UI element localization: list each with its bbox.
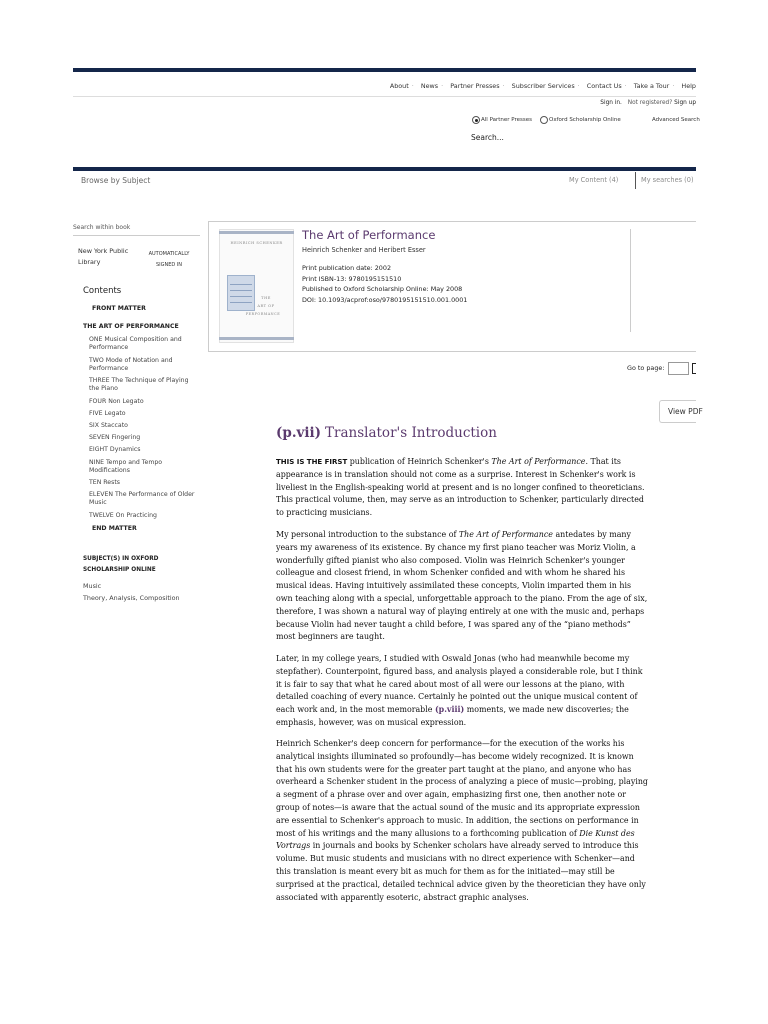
oso-radio[interactable] xyxy=(540,116,548,124)
my-content-link[interactable]: My Content (4) xyxy=(569,176,619,184)
library-name: New York Public Library xyxy=(78,247,129,266)
paragraph-4: Heinrich Schenker's deep concern for performance—for the execution of the works his analytical insights illuminated so profoundly—has become widely recognized. It is known that his own students were for the greater part taught at the piano, and anyone who has overheard a Schenker student in the process of analyzing a piece of music—probing, playing a segment of a phrase over and over again, emphasizing first one, then another note or group of notes—is aware that the actual sound of the music and its appropriate expression are essential to Schenker's approach to music. In addition, the sections on performance in most of his writings and the many allusions to a forthcoming publication of Die Kunst des Vortrags in journals and books by Schenker scholars have already served to introduce this volume. But music students and musicians with no direct experience with Schenker—and this translation is meant every bit as much for them as for the initiated—may still be surprised at the practical, detailed technical advice given by the theoretician they have only associated with apparently esoteric, abstract graphic analyses. xyxy=(276,739,648,902)
chapter-title-text: Translator's Introduction xyxy=(325,425,497,441)
search-within-book-input[interactable]: Search within book xyxy=(73,224,200,236)
news-link[interactable]: News xyxy=(420,82,439,90)
toc-chapter-3[interactable]: THREE The Technique of Playing the Piano xyxy=(89,377,189,392)
contact-us-link[interactable]: Contact Us xyxy=(586,82,622,90)
book-title[interactable]: The Art of Performance xyxy=(302,228,436,242)
toc-chapter-2[interactable]: TWO Mode of Notation and Performance xyxy=(89,357,173,372)
oso-label: Oxford Scholarship Online xyxy=(549,117,621,123)
auto-signed-line-2: SIGNED IN xyxy=(155,261,183,268)
contents-heading: Contents xyxy=(83,286,122,296)
subjects-heading-line-2: SCHOLARSHIP ONLINE xyxy=(83,567,156,573)
cover-author: HEINRICH SCHENKER xyxy=(230,241,283,245)
toc-chapter-6[interactable]: SIX Staccato xyxy=(89,422,128,429)
header-divider xyxy=(73,96,696,97)
header-top-bar xyxy=(73,68,696,72)
sign-in-row xyxy=(0,100,696,106)
online-date: Published to Oxford Scholarship Online: May 2008 xyxy=(302,285,463,293)
toc-chapter-9[interactable]: NINE Tempo and Tempo Modifications xyxy=(89,459,163,474)
paragraph-3: Later, in my college years, I studied with Oswald Jonas (who had meanwhile become my stepfather). Counterpoint, figured bass, and analysis played a considerable role, but I think it is fair to say that what he cared about most of all were our lessons at the piano, with detailed coaching of every nuance. Certainly he pointed out the unique musical content of each work and, in the most memorable (p.viii) moments, we made new discoveries; the emphasis, however, was on musical expression. xyxy=(276,654,643,727)
cover-title-1: THE xyxy=(261,296,271,300)
work-title-italic: Die Kunst des Vortrags xyxy=(276,828,635,851)
about-link[interactable]: About xyxy=(389,82,409,90)
chapter-title xyxy=(276,425,497,441)
print-date: Print publication date: 2002 xyxy=(302,264,392,272)
book-authors: Heinrich Schenker and Heribert Esser xyxy=(302,246,426,254)
go-to-page-label: Go to page: xyxy=(627,364,665,372)
nav-separator xyxy=(635,172,636,189)
search-scope-radios xyxy=(472,116,621,124)
take-a-tour-link[interactable]: Take a Tour xyxy=(633,82,670,90)
search-input[interactable]: Search... xyxy=(471,133,504,142)
toc-chapter-4[interactable]: FOUR Non Legato xyxy=(89,398,144,405)
book-cover-image xyxy=(219,229,294,343)
toc-chapter-5[interactable]: FIVE Legato xyxy=(89,410,126,417)
help-link[interactable]: Help xyxy=(681,82,696,90)
subject-theory-link[interactable]: Theory, Analysis, Composition xyxy=(83,594,180,602)
auto-signed-in-badge xyxy=(140,249,198,270)
subjects-heading xyxy=(83,554,200,576)
cover-title-3: PERFORMANCE xyxy=(245,312,281,316)
book-metadata xyxy=(302,263,467,305)
paragraph-2: My personal introduction to the substance of The Art of Performance antedates by many years my awareness of its existence. By chance my first piano teacher was Moriz Violin, a wonderfully gifted pianist who also composed. Violin was Heinrich Schenker's younger colleague and closest friend, in whom Schenker confided and with whom he shared his musical ideas. Having intuitively assimilated these concepts, Violin imparted them in his own teaching along with a special, unforgettable approach to the piano. From the age of six, therefore, I was shown a natural way of playing entirely at one with the music and, perhaps because Violin had never taught a child before, I was spared any of the “piano methods” most beginners are taught. xyxy=(276,530,648,642)
all-presses-label: All Partner Presses xyxy=(481,117,533,123)
page-marker: (p.vii) xyxy=(276,425,322,441)
go-to-page-button[interactable] xyxy=(692,363,696,374)
sign-in-link[interactable]: Sign in. xyxy=(600,100,622,106)
not-registered-text: Not registered? xyxy=(627,100,673,106)
cover-title-2: ART OF xyxy=(257,304,275,308)
paragraph-1: THIS IS THE FIRST publication of Heinrich Schenker's The Art of Performance. That its appearance is in translation should not come as a surprise. Interest in Schenker's work is liveliest in the English-speaking world at present and is no longer confined to theoreticians. This practical volume, then, may serve as an introduction to Schenker, particularly directed to practicing musicians. xyxy=(276,457,645,518)
go-to-page-input[interactable] xyxy=(668,362,689,375)
toc-chapter-11[interactable]: ELEVEN The Performance of Older Music xyxy=(89,491,195,506)
view-pdf-button[interactable]: View PDF xyxy=(659,400,696,423)
lead-in: THIS IS THE FIRST xyxy=(276,458,348,466)
subscriber-services-link[interactable]: Subscriber Services xyxy=(511,82,575,90)
book-title-italic: The Art of Performance xyxy=(458,530,553,539)
nav-bar xyxy=(73,167,696,171)
browse-by-subject-link[interactable]: Browse by Subject xyxy=(81,176,151,185)
table-of-contents xyxy=(83,305,200,533)
toc-chapter-12[interactable]: TWELVE On Practicing xyxy=(89,512,157,519)
header-links: About · News · Partner Presses · Subscriber Services · Contact Us · Take a Tour · Help xyxy=(389,82,696,90)
advanced-search-link[interactable]: Advanced Search xyxy=(652,117,700,123)
subjects-heading-line-1: SUBJECT(S) IN OXFORD xyxy=(83,556,159,562)
partner-presses-link[interactable]: Partner Presses xyxy=(450,82,500,90)
auto-signed-line-1: AUTOMATICALLY xyxy=(148,251,190,257)
panel-divider xyxy=(630,229,631,332)
book-title-italic: The Art of Performance xyxy=(491,457,586,466)
doi: DOI: 10.1093/acprof:oso/9780195151510.001.0001 xyxy=(302,295,468,304)
toc-part-title[interactable]: THE ART OF PERFORMANCE xyxy=(83,323,179,330)
toc-end-matter[interactable]: END MATTER xyxy=(92,525,137,532)
all-presses-radio[interactable] xyxy=(472,116,480,124)
toc-front-matter[interactable]: FRONT MATTER xyxy=(92,305,146,312)
toc-chapter-7[interactable]: SEVEN Fingering xyxy=(89,434,141,441)
subjects-list xyxy=(83,580,200,604)
subject-music-link[interactable]: Music xyxy=(83,582,102,590)
isbn: Print ISBN-13: 9780195151510 xyxy=(302,274,402,283)
sign-up-link[interactable]: Sign up xyxy=(674,100,696,106)
page-marker-viii: (p.viii) xyxy=(434,705,465,715)
toc-chapter-10[interactable]: TEN Rests xyxy=(89,479,120,486)
toc-chapter-8[interactable]: EIGHT Dynamics xyxy=(89,446,141,453)
my-searches-link[interactable]: My searches (0) xyxy=(641,176,694,184)
toc-chapter-1[interactable]: ONE Musical Composition and Performance xyxy=(89,336,182,351)
